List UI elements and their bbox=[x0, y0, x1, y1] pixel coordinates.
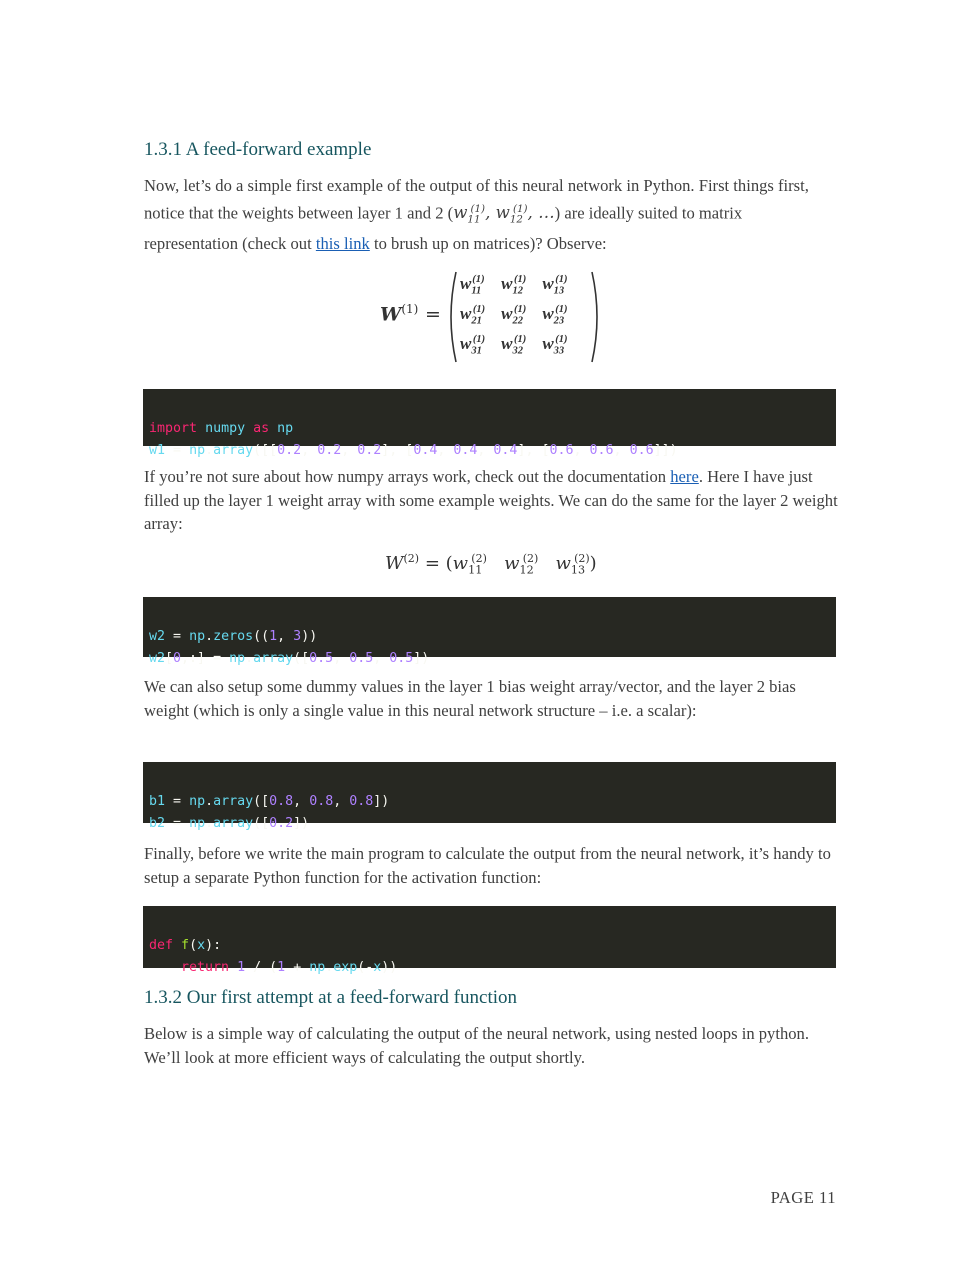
code-line: b2 = np.array([0.2]) bbox=[149, 816, 310, 831]
matrix-body bbox=[452, 270, 575, 360]
matrix-entry: $w_{11}^{(1)}$ bbox=[460, 273, 485, 297]
matrix-entry: $w_{13}^{(1)}$ bbox=[542, 273, 568, 297]
code-block-w1 bbox=[143, 389, 836, 458]
intro-text-b: ) are ideally suited to matrix representation (check out bbox=[144, 203, 743, 253]
vector-entry: 11 bbox=[468, 563, 483, 577]
right-paren bbox=[590, 270, 604, 364]
numpy-paragraph bbox=[144, 465, 839, 536]
page-number: PAGE 11 bbox=[770, 1188, 836, 1207]
code-line: return 1 / (1 + np.exp(-x)) bbox=[181, 960, 398, 975]
intro-text-a: Now, let’s do a simple first example of the output of this neural network in Python. First things first, notice that the weights between layer 1 and 2 ( bbox=[144, 176, 809, 223]
matrix-entry: $w_{22}^{(1)}$ bbox=[501, 303, 527, 327]
vector-entry: 13 bbox=[570, 563, 586, 577]
matrices-link[interactable]: this link bbox=[315, 233, 370, 253]
matrix-entry: $w_{21}^{(1)}$ bbox=[460, 303, 486, 327]
loops-paragraph: Below is a simple way of calculating the output of the neural network, using nested loops in python. We’ll look at more efficient ways of calculating the output shortly. bbox=[144, 1024, 810, 1067]
numpy-text-a: If you’re not sure about how numpy arrays work, check out the documentation bbox=[144, 467, 671, 486]
code-line: w1 = np.array([[0.2, 0.2, 0.2], [0.4, 0.4, 0.4], [0.6, 0.6, 0.6]]) bbox=[149, 443, 678, 458]
weight-matrix-equation bbox=[378, 268, 608, 366]
vector-entry: 12 bbox=[519, 563, 534, 577]
code-line: def f(x): bbox=[149, 937, 222, 953]
code-block-activation bbox=[143, 906, 836, 975]
code-block-w2 bbox=[143, 597, 836, 666]
numpy-text-b: . Here I have just filled up the layer 1 weight array with some example weights. We can do the same for the layer 2 weight array: bbox=[144, 467, 838, 533]
matrix-lhs: $W^{(1)}$ = bbox=[380, 302, 441, 326]
code-line: import numpy as np bbox=[149, 420, 294, 436]
matrix-entry: $w_{23}^{(1)}$ bbox=[542, 303, 568, 327]
vector-lhs: W bbox=[385, 553, 404, 574]
code-line: w2[0,:] = np.array([0.5, 0.5, 0.5]) bbox=[149, 651, 430, 666]
section-heading-1-3-1: 1.3.1 A feed-forward example bbox=[144, 139, 372, 160]
activation-paragraph: Finally, before we write the main program to calculate the output from the neural network, it’s handy to setup a separate Python function for the activation function: bbox=[144, 844, 831, 887]
weight-vector-equation: $W^{(2)} = (w_{11}^{(2)}$ $w_{12}^{(2)}$ $w_{13}^{(2)}$) bbox=[385, 552, 597, 577]
section-heading-1-3-2: 1.3.2 Our first attempt at a feed-forward function bbox=[144, 987, 518, 1008]
matrix-entry: $w_{33}^{(1)}$ bbox=[542, 333, 568, 357]
bias-paragraph: We can also setup some dummy values in the layer 1 bias weight array/vector, and the layer 2 bias weight (which is only a single value in this neural network structure – i.e. a scalar): bbox=[144, 677, 796, 720]
matrix-entry: $w_{12}^{(1)}$ bbox=[501, 273, 527, 297]
matrix-entry: $w_{31}^{(1)}$ bbox=[460, 333, 486, 357]
numpy-docs-link[interactable]: here bbox=[670, 467, 699, 486]
intro-paragraph bbox=[144, 174, 839, 255]
code-block-bias bbox=[143, 762, 836, 831]
code-line: w2 = np.zeros((1, 3)) bbox=[149, 628, 318, 644]
intro-text-c: to brush up on matrices)? Observe: bbox=[369, 233, 607, 253]
code-line: b1 = np.array([0.8, 0.8, 0.8]) bbox=[149, 793, 390, 809]
inline-weights-math: $w_{11}^{(1)}$, $w_{12}^{(1)}$, … bbox=[453, 202, 555, 226]
matrix-entry: $w_{32}^{(1)}$ bbox=[501, 333, 527, 357]
